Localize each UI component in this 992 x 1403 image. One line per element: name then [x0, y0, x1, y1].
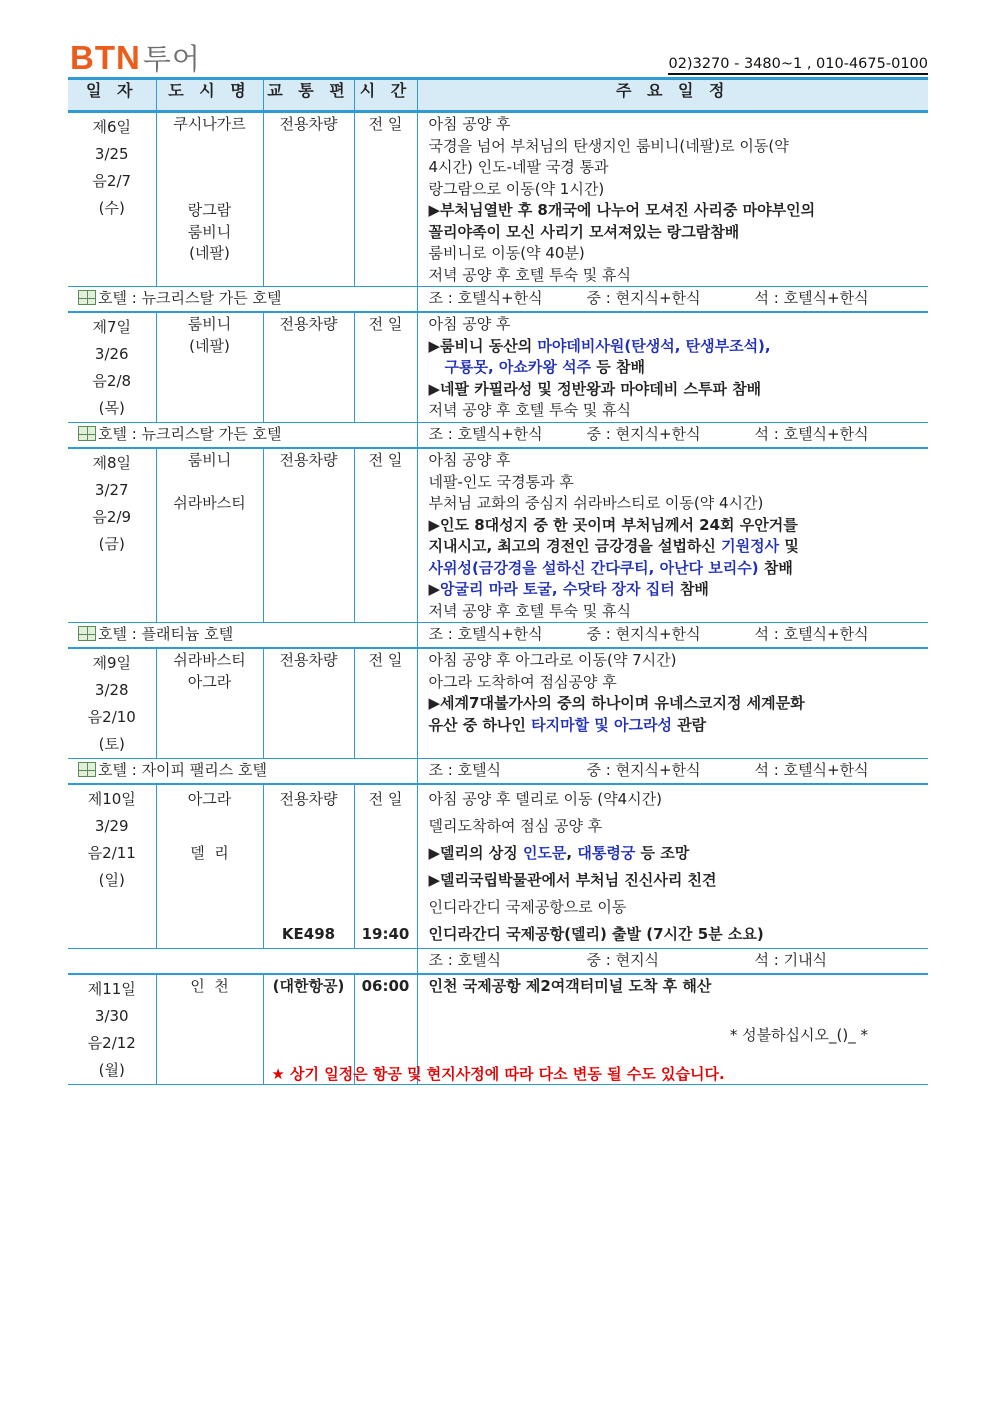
day-6-row [68, 112, 928, 287]
schedule-highlight: 인디라간디 국제공항(델리) 출발 (7시간 5분 소요) [428, 925, 764, 943]
day-7-row [68, 312, 928, 423]
day-schedule [417, 312, 928, 423]
day-date-solar: 3/27 [94, 481, 129, 499]
schedule-highlight: ▶인도 8대성지 중 한 곳이며 부처님께서 24회 우안거를 [428, 515, 798, 534]
schedule-highlight: ▶델리국립박물관에서 부처님 진신사리 친견 [428, 871, 717, 889]
day-cities [156, 112, 263, 287]
hotel-cell [68, 287, 417, 313]
city: 쉬라바스티 [173, 651, 246, 669]
day-weekday: (토) [98, 735, 125, 753]
city: 쿠시나가르 [173, 115, 246, 133]
day-time: 전 일 19:40 [354, 784, 417, 949]
page-header [70, 40, 928, 76]
schedule-line: 아침 공양 후 [428, 315, 511, 333]
day-date-solar: 3/25 [94, 145, 129, 163]
city: (네팔) [189, 336, 230, 355]
city: 델 리 [190, 844, 229, 862]
schedule-line: 인디라간디 국제공항으로 이동 [428, 898, 627, 916]
day-weekday: (목) [98, 399, 125, 417]
schedule-highlight: ▶네팔 카필라성 및 정반왕과 마야데비 스투파 참배 [428, 379, 762, 398]
schedule-line: 저녁 공양 후 호텔 투숙 및 휴식 [428, 401, 631, 419]
meal-breakfast: 조 : 호텔식 [428, 951, 502, 970]
schedule-highlight: 사위성(금강경을 설하신 간다쿠티, 아난다 보리수) 참배 [428, 558, 793, 577]
meals-cell [417, 623, 928, 649]
day-date [68, 448, 156, 623]
itinerary-table [68, 77, 928, 1085]
schedule-highlight: 지내시고, 최고의 경전인 금강경을 설법하신 기원정사 및 [428, 537, 799, 555]
flight-number: KE498 [281, 925, 336, 943]
meals-cell [417, 759, 928, 785]
day-weekday: (금) [98, 535, 125, 553]
day-transport: 전용차량 [263, 448, 354, 623]
city: 아그라 [187, 790, 232, 808]
day-date [68, 112, 156, 287]
day-transport: (대한항공) [263, 974, 354, 1085]
schedule-line: 아침 공양 후 델리로 이동 (약4시간) [428, 790, 662, 808]
schedule-line: 아침 공양 후 아그라로 이동(약 7시간) [428, 651, 677, 669]
day-transport: 전용차량 [263, 648, 354, 759]
meal-lunch: 중 : 현지식+한식 [586, 761, 701, 780]
meals-cell [417, 423, 928, 449]
day-label: 제7일 [92, 318, 132, 336]
day-date-solar: 3/30 [94, 1007, 129, 1025]
day-schedule [417, 784, 928, 949]
day-cities [156, 784, 263, 949]
day-9-row [68, 648, 928, 759]
meal-breakfast: 조 : 호텔식 [428, 761, 502, 780]
day-time: 06:00 [354, 974, 417, 1085]
day-transport: 전용차량 [263, 112, 354, 287]
hotel-cell [68, 759, 417, 785]
city: 룸비니 [187, 222, 232, 241]
btn-tour-logo [70, 40, 201, 77]
day-schedule [417, 648, 928, 759]
day-time: 전 일 [354, 648, 417, 759]
col-schedule: 주 요 일 정 [417, 79, 928, 112]
day-label: 제11일 [87, 980, 136, 998]
meal-lunch: 중 : 현지식+한식 [586, 625, 701, 644]
schedule-line: 부처님 교화의 중심지 쉬라바스티로 이동(약 4시간) [428, 494, 764, 512]
meal-breakfast: 조 : 호텔식+한식 [428, 625, 543, 644]
schedule-line: 4시간) 인도-네팔 국경 통과 [428, 158, 609, 176]
closing-greeting: * 성불하십시오_()_ * [729, 1025, 868, 1044]
city: 룸비니 [187, 451, 232, 469]
day-date-solar: 3/26 [94, 345, 129, 363]
meal-lunch: 중 : 현지식 [586, 951, 660, 970]
hotel-name: 호텔 : 플래티늄 호텔 [98, 625, 234, 644]
day-10-row [68, 784, 928, 949]
day-date-lunar: 음2/11 [87, 844, 136, 862]
day-date-solar: 3/29 [94, 817, 129, 835]
day-8-hotel-meals [68, 623, 928, 649]
day-cities [156, 312, 263, 423]
logo-tour: 투어 [142, 42, 201, 76]
schedule-highlight: ▶세계7대불가사의 중의 하나이며 유네스코지정 세계문화 [428, 694, 805, 712]
schedule-line: 아그라 도착하여 점심공양 후 [428, 672, 617, 691]
meal-dinner: 석 : 호텔식+한식 [754, 289, 869, 308]
day-9-hotel-meals [68, 759, 928, 785]
day-date-solar: 3/28 [94, 681, 129, 699]
schedule-line: 아침 공양 후 [428, 451, 511, 469]
col-city: 도 시 명 [156, 79, 263, 112]
day-transport: 전용차량 KE498 [263, 784, 354, 949]
schedule-line: 아침 공양 후 [428, 115, 511, 133]
schedule-highlight: ▶앙굴리 마라 토굴, 수닷타 장자 집터 참배 [428, 580, 709, 598]
meals-cell [417, 949, 928, 975]
day-date-lunar: 음2/10 [87, 708, 136, 726]
logo-brand: BTN [70, 39, 141, 76]
hotel-icon [78, 290, 96, 305]
day-date-lunar: 음2/9 [92, 508, 132, 526]
schedule-highlight: 구룡못, 아쇼카왕 석주 등 참배 [444, 358, 645, 376]
day-date [68, 312, 156, 423]
day-weekday: (수) [98, 199, 125, 217]
day-time: 전 일 [354, 448, 417, 623]
hotel-name: 호텔 : 자이피 팰리스 호텔 [98, 761, 268, 780]
schedule-line: 저녁 공양 후 호텔 투숙 및 휴식 [428, 601, 631, 620]
meals-cell [417, 287, 928, 313]
day-transport: 전용차량 [263, 312, 354, 423]
day-10-meals [68, 949, 928, 975]
schedule-line: 국경을 넘어 부처님의 탄생지인 룸비니(네팔)로 이동(약 [428, 136, 789, 155]
col-date: 일 자 [68, 79, 156, 112]
day-7-hotel-meals [68, 423, 928, 449]
schedule-line: 룸비니로 이동(약 40분) [428, 244, 585, 262]
day-cities [156, 448, 263, 623]
schedule-highlight: 꼴리야족이 모신 사리기 모셔져있는 랑그람참배 [428, 222, 740, 241]
schedule-highlight: ▶델리의 상징 인도문, 대통령궁 등 조망 [428, 844, 690, 862]
day-schedule [417, 112, 928, 287]
schedule-change-notice: ★ 상기 일정은 항공 및 현지사정에 따라 다소 변동 될 수도 있습니다. [271, 1065, 725, 1083]
hotel-cell-empty [68, 949, 417, 975]
schedule-highlight: ▶부처님열반 후 8개국에 나누어 모셔진 사리중 마야부인의 [428, 201, 816, 219]
meal-lunch: 중 : 현지식+한식 [586, 425, 701, 444]
city: (네팔) [189, 244, 230, 262]
day-date [68, 784, 156, 949]
hotel-cell [68, 423, 417, 449]
day-cities [156, 648, 263, 759]
meal-dinner: 석 : 호텔식+한식 [754, 425, 869, 444]
contact-phone: 02)3270 - 3480~1 , 010-4675-0100 [668, 55, 928, 75]
day-weekday: (월) [98, 1061, 125, 1079]
meal-dinner: 석 : 호텔식+한식 [754, 761, 869, 780]
schedule-line: 네팔-인도 국경통과 후 [428, 472, 574, 491]
hotel-icon [78, 426, 96, 441]
meal-lunch: 중 : 현지식+한식 [586, 289, 701, 308]
meal-dinner: 석 : 호텔식+한식 [754, 625, 869, 644]
hotel-icon [78, 762, 96, 777]
day-time: 전 일 [354, 312, 417, 423]
day-date-lunar: 음2/7 [92, 172, 132, 190]
day-8-row [68, 448, 928, 623]
meal-dinner: 석 : 기내식 [754, 951, 828, 970]
day-label: 제10일 [87, 790, 136, 808]
hotel-icon [78, 626, 96, 641]
schedule-line: 랑그람으로 이동(약 1시간) [428, 179, 605, 198]
schedule-highlight: 유산 중 하나인 타지마할 및 아그라성 관람 [428, 715, 707, 734]
day-label: 제9일 [92, 654, 132, 672]
hotel-cell [68, 623, 417, 649]
day-schedule [417, 448, 928, 623]
city: 쉬라바스티 [173, 494, 246, 512]
city: 랑그람 [187, 201, 232, 219]
meal-breakfast: 조 : 호텔식+한식 [428, 425, 543, 444]
meal-breakfast: 조 : 호텔식+한식 [428, 289, 543, 308]
day-date-lunar: 음2/12 [87, 1034, 136, 1052]
day-weekday: (일) [98, 871, 125, 889]
city: 아그라 [187, 672, 232, 691]
city: 룸비니 [187, 315, 232, 333]
flight-time: 19:40 [361, 925, 410, 943]
schedule-highlight: 인천 국제공항 제2여객터미널 도착 후 해산 [428, 977, 712, 995]
day-cities: 인 천 [156, 974, 263, 1085]
schedule-line: 델리도착하여 점심 공양 후 [428, 817, 603, 835]
schedule-line: 저녁 공양 후 호텔 투숙 및 휴식 [428, 265, 631, 284]
day-label: 제8일 [92, 454, 132, 472]
day-6-hotel-meals [68, 287, 928, 313]
day-date [68, 648, 156, 759]
day-label: 제6일 [92, 118, 132, 136]
hotel-name: 호텔 : 뉴크리스탈 가든 호텔 [98, 289, 282, 308]
table-header-row [68, 79, 928, 112]
day-date-lunar: 음2/8 [92, 372, 132, 390]
schedule-highlight: ▶룸비니 동산의 마야데비사원(탄생석, 탄생부조석), [428, 336, 771, 355]
day-time: 전 일 [354, 112, 417, 287]
col-transport: 교 통 편 [263, 79, 354, 112]
hotel-name: 호텔 : 뉴크리스탈 가든 호텔 [98, 425, 282, 444]
col-time: 시 간 [354, 79, 417, 112]
